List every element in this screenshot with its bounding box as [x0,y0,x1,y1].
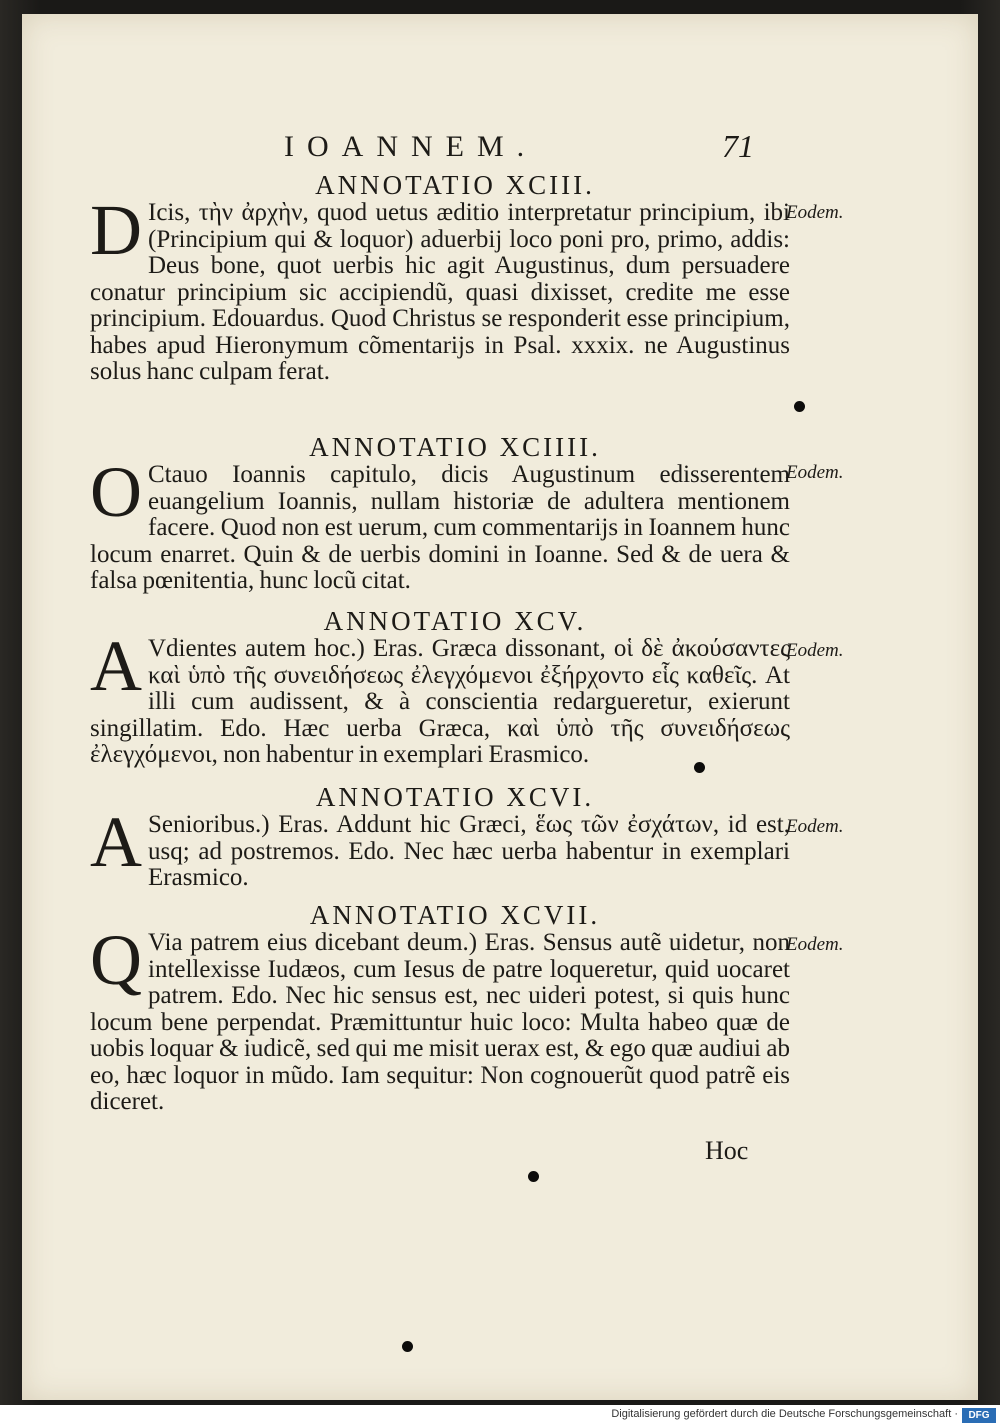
annotation-body: Ctauo Ioannis capitulo, dicis Augustinum edisserentem euangelium Ioannis, nullam historiæ de adultera mentionem facere. Quod non est uerum, cum commentarijs in Ioannem hunc locum enarret. Quin & de uerbis domini in Ioanne. Sed & de uera & falsa pœnitentia, hunc locũ citat. [90,461,790,594]
drop-cap: D [90,190,142,270]
ink-dot [402,1341,413,1352]
annotation-heading: ANNOTATIO XCIII. [315,170,595,200]
marginal-note: Eodem. [786,640,844,661]
footer-bar [0,1405,1000,1427]
annotation-body: Vdientes autem hoc.) Eras. Græca dissonant, οἱ δὲ ἀκούσαντες καὶ ὑπὸ τῆς συνειδήσεως ἐλεγχόμενοι ἐξήρχοντο εἷς καθεῖς. At illi cum audissent, & à conscientia redargueretur, exierunt singillatim. Edo. Hæc uerba Græca, καὶ ὑπὸ τῆς συνειδήσεως ἐλεγχόμενοι, non habentur in exemplari Erasmico. [90,635,790,768]
annotation-block [90,606,790,769]
drop-cap: A [90,626,142,706]
dfg-logo: DFG [962,1408,996,1423]
annotation-text [90,190,790,386]
catchword: Hoc [705,1136,749,1165]
annotation-block [90,900,790,1116]
marginal-note: Eodem. [786,934,844,955]
ink-dot [694,762,705,773]
annotation-text [90,920,790,1116]
funding-credit: Digitalisierung gefördert durch die Deutsche Forschungsgemeinschaft · [611,1408,958,1420]
running-title: IOANNEM. [284,130,538,163]
drop-cap: Q [90,920,142,1000]
running-head [22,126,978,166]
annotation-text [90,452,790,595]
annotation-body: Icis, τὴν ἀρχὴν, quod uetus æditio interpretatur principium, ibi (Principium qui & loquor) aduerbij loco poni pro, primo, addis: Deus bone, quot uerbis hic agit Augustinus, dum persuadere conatur principium sic accipiendũ, quasi dixisset, credite me esse principium. Edouardus. Quod Christus se responderit esse principium, habes apud Hieronymum cõmentarijs in Psal. xxxix. ne Augustinus solus hanc culpam ferat. [90,199,790,385]
drop-cap: O [90,452,142,532]
page-number: 71 [722,128,754,164]
annotation-heading: ANNOTATIO XCV. [323,606,587,636]
marginal-note: Eodem. [786,202,844,223]
marginal-note: Eodem. [786,816,844,837]
ink-dot [794,401,805,412]
ink-dot [528,1171,539,1182]
annotation-text [90,802,790,892]
annotation-heading: ANNOTATIO XCVI. [315,782,595,812]
annotation-text [90,626,790,769]
annotation-heading: ANNOTATIO XCIIII. [309,432,601,462]
annotation-body: Via patrem eius dicebant deum.) Eras. Sensus autẽ uidetur, non intellexisse Iudæos, cum Iesus de patre loqueretur, quid uocaret patrem. Edo. Nec hic sensus est, nec uideri potest, si quis hunc locum bene perpendat. Præmittuntur huic loco: Multa habeo quæ de uobis loquar & iudicẽ, sed qui me misit uerax est, & ego quæ audiui ab eo, hæc loquor in mũdo. Iam sequitur: Non cognouerũt quod patrẽ eis diceret. [90,929,790,1115]
annotation-block [90,432,790,595]
annotation-block [90,170,790,386]
annotation-heading: ANNOTATIO XCVII. [309,900,601,930]
drop-cap: A [90,802,142,882]
marginal-note: Eodem. [786,462,844,483]
book-page [22,14,978,1400]
annotation-body: Senioribus.) Eras. Addunt hic Græci, ἕως τῶν ἐσχάτων, id est, usq; ad postremos. Edo. Nec hæc uerba habentur in exemplari Erasmico. [148,811,790,891]
annotation-block [90,782,790,892]
